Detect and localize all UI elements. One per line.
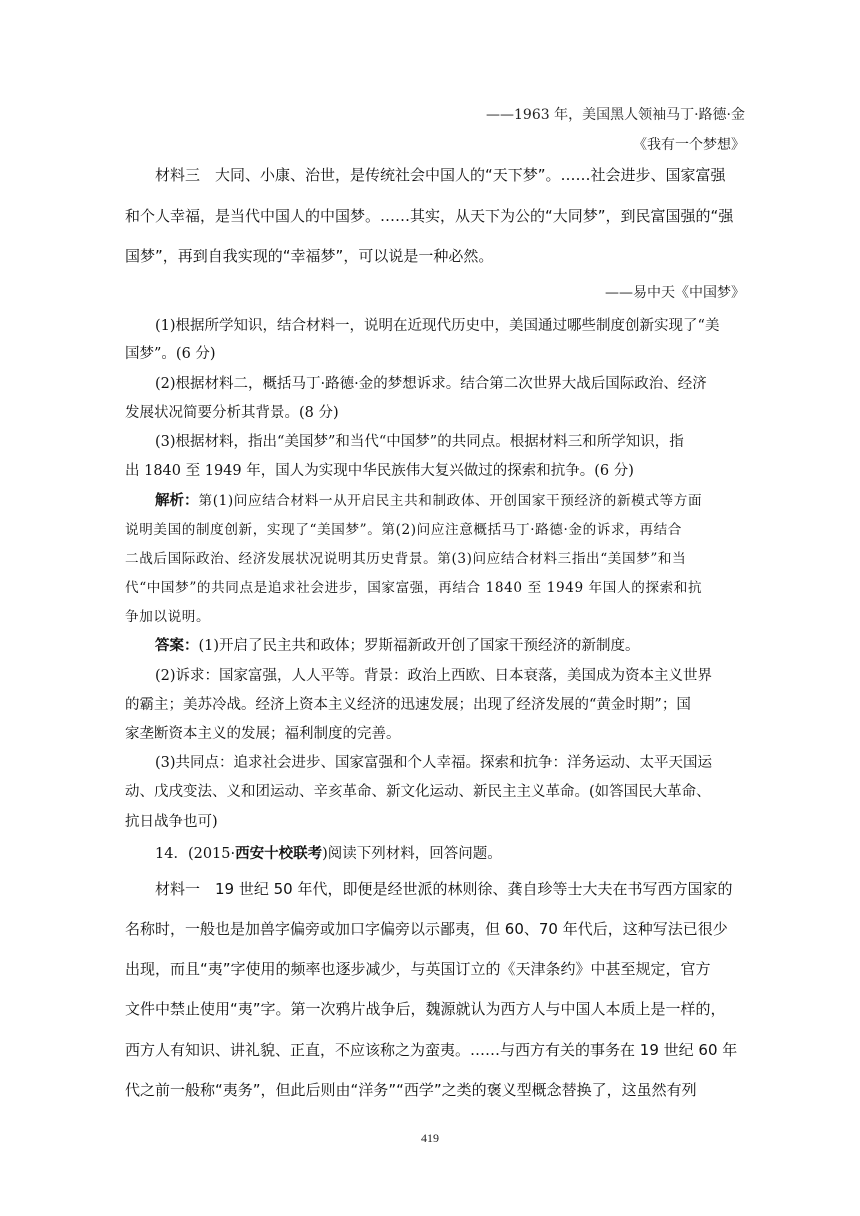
answer-line1 (155, 634, 739, 655)
analysis-label: 解析： (155, 492, 199, 509)
material1-line4: 文件中禁止使用“夷”字。第一次鸦片战争后，魏源就认为西方人与中国人本质上是一样的， (125, 1000, 726, 1018)
material3-line3: 国梦”，再到自我实现的“幸福梦”，可以说是一种必然。 (125, 247, 494, 265)
question3-line1: (3)根据材料，指出“美国梦”和当代“中国梦”的共同点。根据材料三和所学知识，指 (155, 434, 684, 450)
analysis-line2: 说明美国的制度创新，实现了“美国梦”。第(2)问应注意概括马丁·路德·金的诉求，再结合 (125, 522, 682, 538)
material1-line6: 代之前一般称“夷务”，但此后则由“洋务”“西学”之类的褒义型概念替换了，这虽然有列 (125, 1081, 697, 1099)
question14-heading (155, 842, 739, 863)
answer2-line1: (2)诉求：国家富强，人人平等。背景：政治上西欧、日本衰落，美国成为资本主义世界 (155, 668, 713, 684)
answer3-line2: 动、戊戌变法、义和团运动、辛亥革命、新文化运动、新民主主义革命。(如答国民大革命、 (125, 784, 711, 800)
material3-source: ——易中天《中国梦》 (605, 285, 745, 301)
material3-line1: 材料三 大同、小康、治世，是传统社会中国人的“天下梦”。……社会进步、国家富强 (155, 166, 726, 184)
analysis-line1 (155, 489, 739, 510)
answer2-line2: 的霸主；美苏冷战。经济上资本主义经济的迅速发展；出现了经济发展的“黄金时期”；国 (125, 697, 691, 713)
material1-line2: 名称时，一般也是加兽字偏旁或加口字偏旁以示鄙夷，但 60、70 年代后，这种写法已很少 (125, 920, 728, 938)
material1-line1: 材料一 19 世纪 50 年代，即便是经世派的林则徐、龚自珍等士大夫在书写西方国家的 (155, 880, 733, 898)
material1-line3: 出现，而且“夷”字使用的频率也逐步减少，与英国订立的《天津条约》中甚至规定，官方 (125, 960, 711, 978)
question2-line1: (2)根据材料二，概括马丁·路德·金的梦想诉求。结合第二次世界大战后国际政治、经济 (155, 376, 707, 392)
page-number: 419 (421, 1131, 439, 1145)
question3-line2: 出 1840 至 1949 年，国人为实现中华民族伟大复兴做过的探索和抗争。(6 分) (125, 463, 634, 479)
question1-line2: 国梦”。(6 分) (125, 346, 216, 362)
question14-source: 西安十校联考 (235, 845, 323, 862)
analysis-line5: 争加以说明。 (125, 609, 211, 625)
answer3-line1: (3)共同点：追求社会进步、国家富强和个人幸福。探索和抗争：洋务运动、太平天国运 (155, 755, 713, 771)
attribution-author: ——1963 年，美国黑人领袖马丁·路德·金 (486, 107, 745, 123)
answer-label: 答案： (155, 637, 199, 654)
question14-prompt: )阅读下列材料，回答问题。 (322, 846, 502, 862)
analysis-line4: 代“中国梦”的共同点是追求社会进步，国家富强，再结合 1840 至 1949 年国人的探索和抗 (125, 580, 703, 596)
analysis-text: 第(1)问应结合材料一从开启民主共和制政体、开创国家干预经济的新模式等方面 (198, 493, 703, 509)
question1-line1: (1)根据所学知识，结合材料一，说明在近现代历史中，美国通过哪些制度创新实现了“美 (155, 318, 720, 334)
question2-line2: 发展状况简要分析其背景。(8 分) (125, 405, 339, 421)
answer3-line3: 抗日战争也可) (125, 814, 218, 830)
material3-line2: 和个人幸福，是当代中国人的中国梦。……其实，从天下为公的“大同梦”，到民富国强的“强 (125, 207, 734, 225)
question14-number: 14．(2015· (155, 846, 236, 862)
answer2-line3: 家垄断资本主义的发展；福利制度的完善。 (125, 726, 401, 742)
analysis-line3: 二战后国际政治、经济发展状况说明其历史背景。第(3)问应结合材料三指出“美国梦”和当 (125, 551, 687, 567)
material1-line5: 西方人有知识、讲礼貌、正直，不应该称之为蛮夷。……与西方有关的事务在 19 世纪 60 年 (125, 1041, 738, 1059)
answer-text: (1)开启了民主共和政体；罗斯福新政开创了国家干预经济的新制度。 (198, 638, 640, 654)
attribution-title: 《我有一个梦想》 (633, 137, 745, 153)
